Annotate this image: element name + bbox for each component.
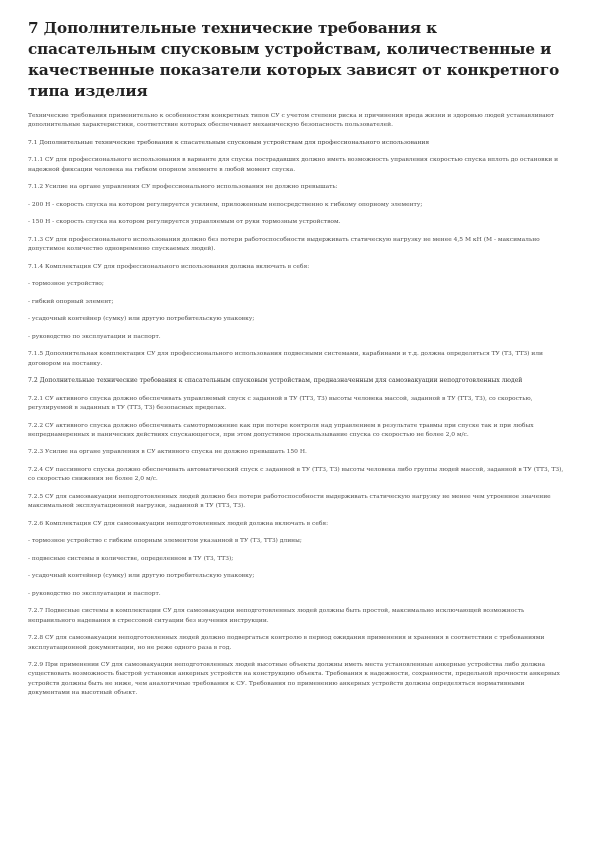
paragraph: - тормозное устройство с гибким опорным элементом указанной в ТУ (ТЗ, ТТЗ) длины; [28,537,302,545]
paragraph: Технические требования применительно к особенностям конкретных типов СУ с учетом степени риска и причинения вреда жизни и здоровью людей устанавливают дополнительные характеристики, соответствие которых обеспечивает механическую безопасность пользователей. [28,112,555,129]
section-heading: 7 Дополнительные технические требования к спасательным спусковым устройствам, количественные и качественные показатели которых зависят от конкретного типа изделия [28,19,560,100]
paragraph: 7.2.2 СУ активного спуска должно обеспечивать самоторможение как при потере контроля над управлением в результате травмы при спуске так и при любых непреднамеренных и панических действиях спускающегося, при этом допустимое проскальзывание спуска со скоростью не более 2,0 м/с. [28,421,534,438]
subsection-heading: 7.1 Дополнительные технические требования к спасательным спусковым устройствам для профессионального использования [28,138,430,146]
paragraph: 7.1.2 Усилие на органе управления СУ профессионального использования не должно превышать: [28,183,338,191]
paragraph: 7.1.4 Комплектация СУ для профессионального использования должна включать в себя: [28,262,310,270]
paragraph: 7.1.3 СУ для профессионального использования должно без потери работоспособности выдерживать статическую нагрузку не менее 4,5 М кН (М - максимально допустимое количество одновременно спускаемых людей). [28,235,540,253]
paragraph: - 150 Н - скорость спуска на котором регулируется управляемым от руки тормозным устройством. [28,218,341,226]
paragraph: 7.2.8 СУ для самоэвакуации неподготовленных людей должно подвергаться контролю в период ожидания применения и хранения в соответствии с требованиями эксплуатационной документации, но не реже одного раза в год. [28,634,545,651]
paragraph: 7.2.3 Усилие на органе управления в СУ активного спуска не должно превышать 150 Н. [28,448,307,456]
paragraph: - 200 Н - скорость спуска на котором регулируется усилием, приложенным непосредственно к гибкому опорному элементу; [28,200,423,208]
paragraph: - руководство по эксплуатации и паспорт. [28,589,161,597]
paragraph: 7.2.7 Подвесные системы в комплектации СУ для самоэвакуации неподготовленных людей должны быть простой, максимально исключающей возможность неправильного надевания в стрессовой ситуации без изучения инструкции. [28,607,525,624]
paragraph: - усадочный контейнер (сумку) или другую потребительскую упаковку; [28,315,255,323]
paragraph: 7.1.5 Дополнительная комплектация СУ для профессионального использования подвесными системами, карабинами и т.д. должна определяться ТУ (ТЗ, ТТЗ) или договором на поставку. [28,350,543,367]
paragraph: - подвесные системы в количестве, определенном в ТУ (ТЗ, ТТЗ); [28,554,234,562]
paragraph: - усадочный контейнер (сумку) или другую потребительскую упаковку; [28,572,255,580]
paragraph: - гибкий опорный элемент; [28,297,114,305]
subsection-heading: 7.2 Дополнительные технические требования к спасательным спусковым устройствам, предназначенным для самоэвакуации неподготовленных людей [28,377,523,385]
paragraph: 7.2.6 Комплектация СУ для самоэвакуации неподготовленных людей должна включать в себя: [28,519,329,527]
paragraph: 7.2.1 СУ активного спуска должно обеспечивать управляемый спуск с заданной в ТУ (ТТЗ, ТЗ) высоты человека массой, заданной в ТУ (ТТЗ, ТЗ), со скоростью, регулируемой в заданных в ТУ (ТТЗ, ТЗ) безопасных пределах. [28,394,533,412]
document-body [28,111,567,698]
paragraph: 7.1.1 СУ для профессионального использования в варианте для спуска пострадавших должно иметь возможность управления скоростью спуска вплоть до остановки и надежной фиксации человека на гибком опорном элементе в любой момент спуска. [28,156,559,173]
paragraph: 7.2.9 При применении СУ для самоэвакуации неподготовленных людей высотные объекты должны иметь места установленные анкерные устройства либо должна существовать возможность быстрой установки анкерных устройств на конструкцию объекта. Требования к надежности, сохранности, предельной прочности анкерных устройств должны быть не ниже, чем аналогичные требования к СУ. Требования по применению анкерных устройств должны определяться нормативными документами на высотный объект. [28,661,560,697]
paragraph: 7.2.4 СУ пассивного спуска должно обеспечивать автоматический спуск с заданной в ТУ (ТТЗ, ТЗ) высоты человека либо группы людей массой, заданной в ТУ (ТТЗ, ТЗ), со скоростью снижения не более 2,0 м/с. [28,465,564,483]
paragraph: - тормозное устройство; [28,280,104,288]
paragraph: - руководство по эксплуатации и паспорт. [28,332,161,340]
paragraph: 7.2.5 СУ для самоэвакуации неподготовленных людей должно без потери работоспособности выдерживать статическую нагрузку не менее чем утроенное значение максимальной эксплуатационной нагрузки, заданной в ТУ (ТТЗ, ТЗ). [28,492,551,510]
